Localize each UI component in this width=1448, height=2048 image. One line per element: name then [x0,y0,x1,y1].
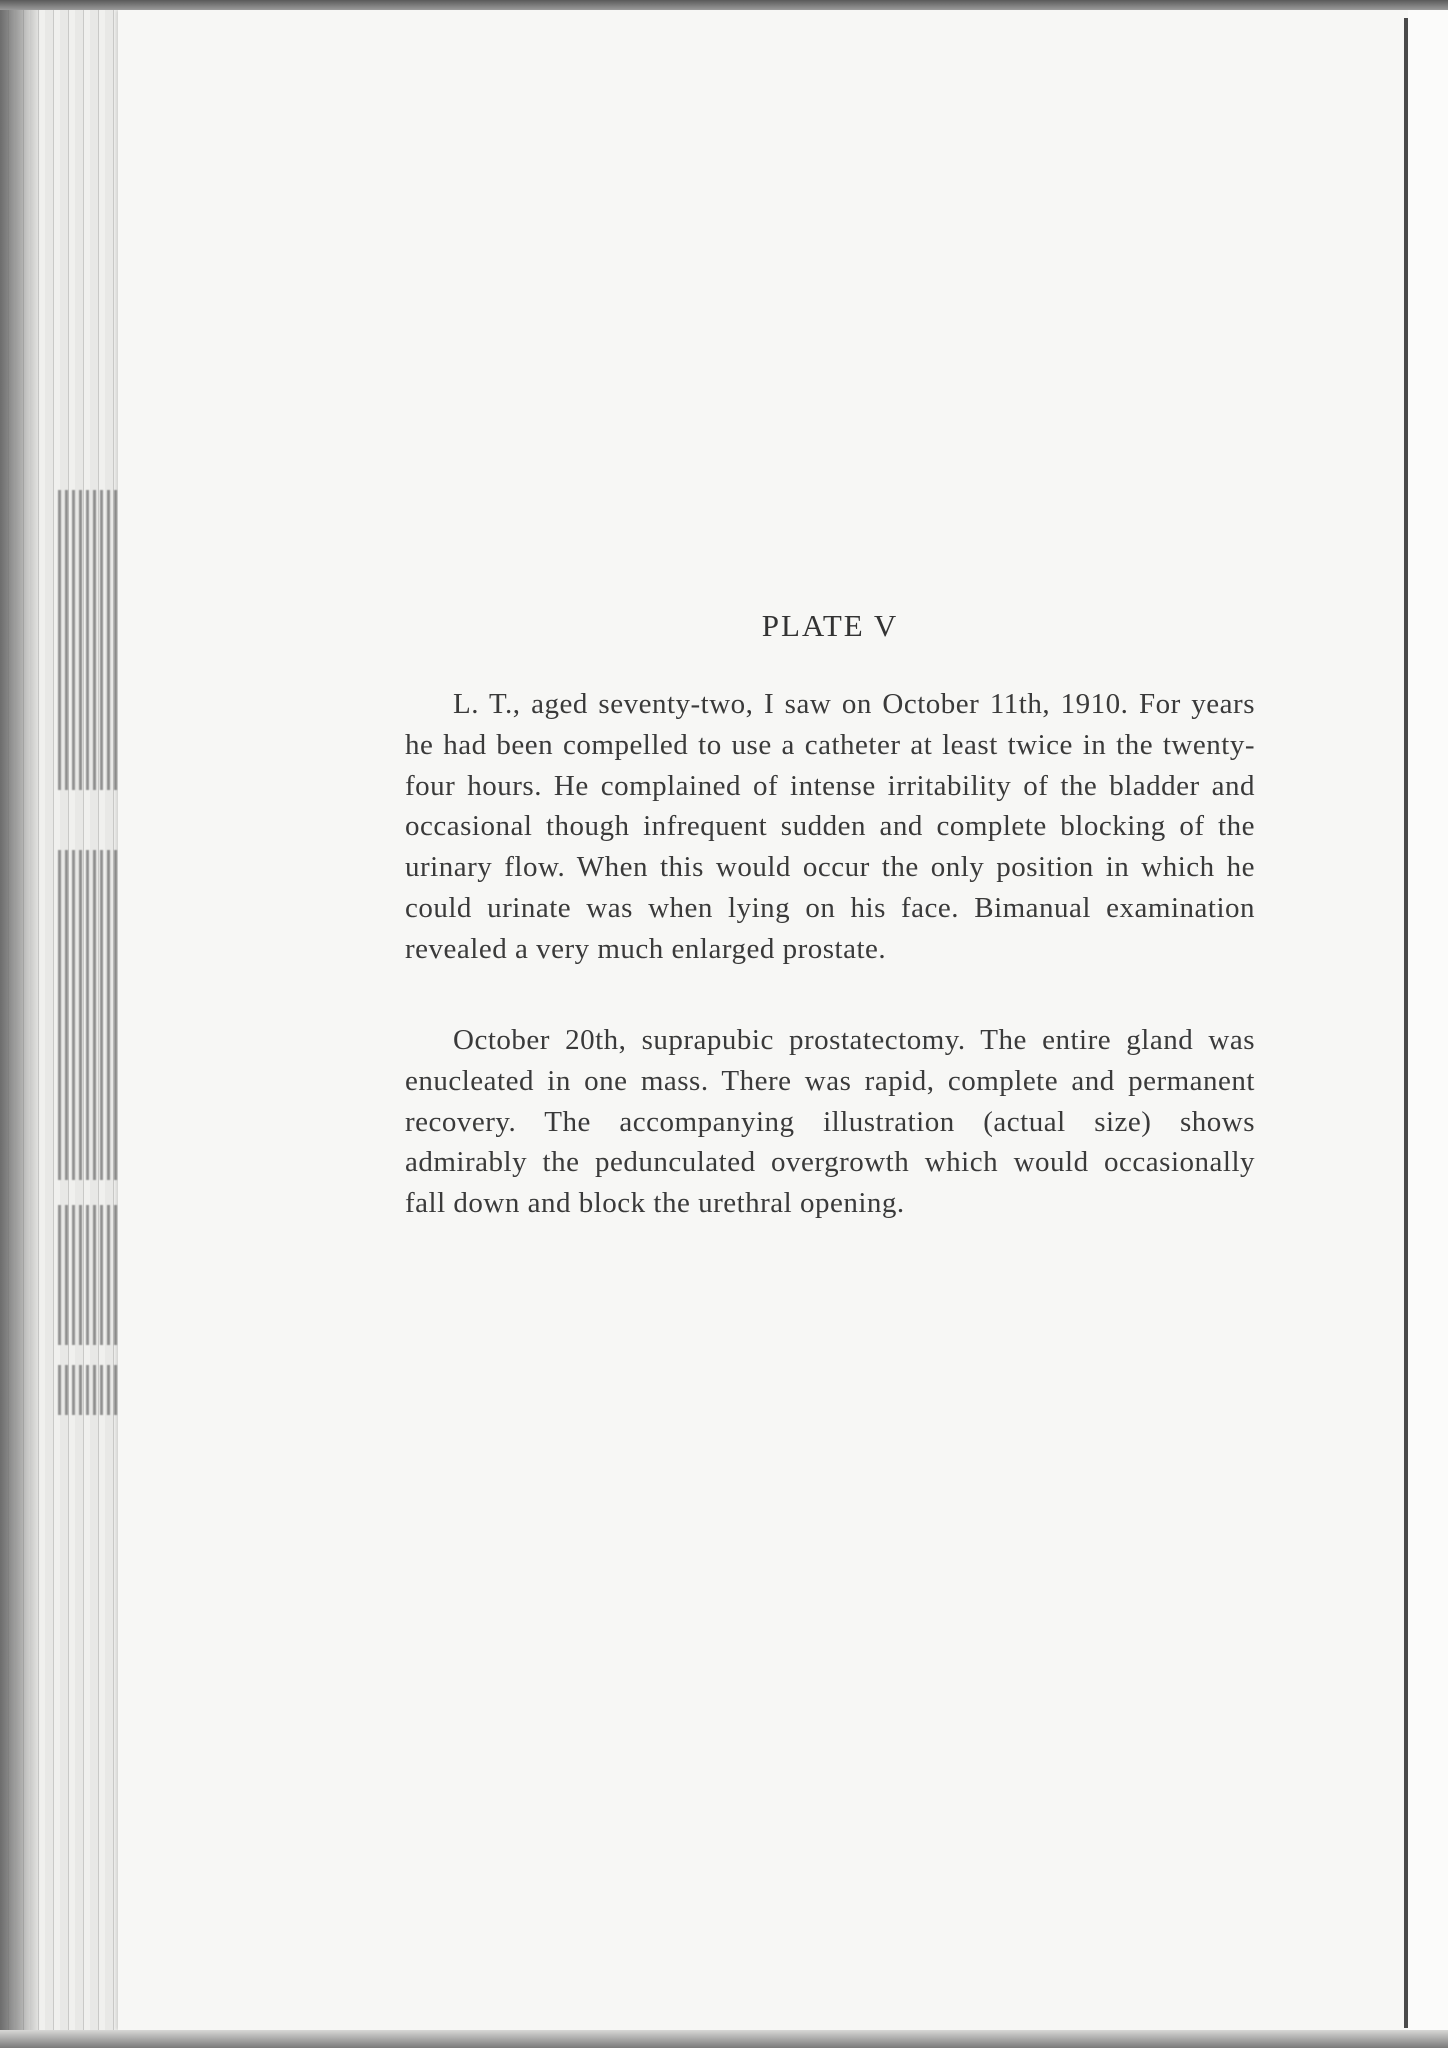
scan-top-edge [0,0,1448,10]
scan-right-margin [1408,10,1448,2030]
binding-shadow [0,0,40,2048]
paragraph-case-history: L. T., aged seventy-two, I saw on October 11th, 1910. For years he had been compelled to use a catheter at least twice in the twenty-four hours. He complained of intense irritability of the bladder and occasional though infrequent sudden and complete blocking of the urinary flow. When this would occur the only position in which he could urinate was when lying on his face. Bimanual examination revealed a very much enlarged prostate. [405,688,1255,965]
paragraph-operation: October 20th, suprapubic prostatectomy. The entire gland was enucleated in one mass. There was rapid, complete and permanent recovery. The accompanying illustration (actual size) shows admirably the pedunculated overgrowth which would occasionally fall down and block the urethral opening. [405,1024,1255,1220]
case-description [405,684,1255,970]
plate-title: PLATE V [761,608,899,643]
scan-bottom-edge [0,2030,1448,2048]
